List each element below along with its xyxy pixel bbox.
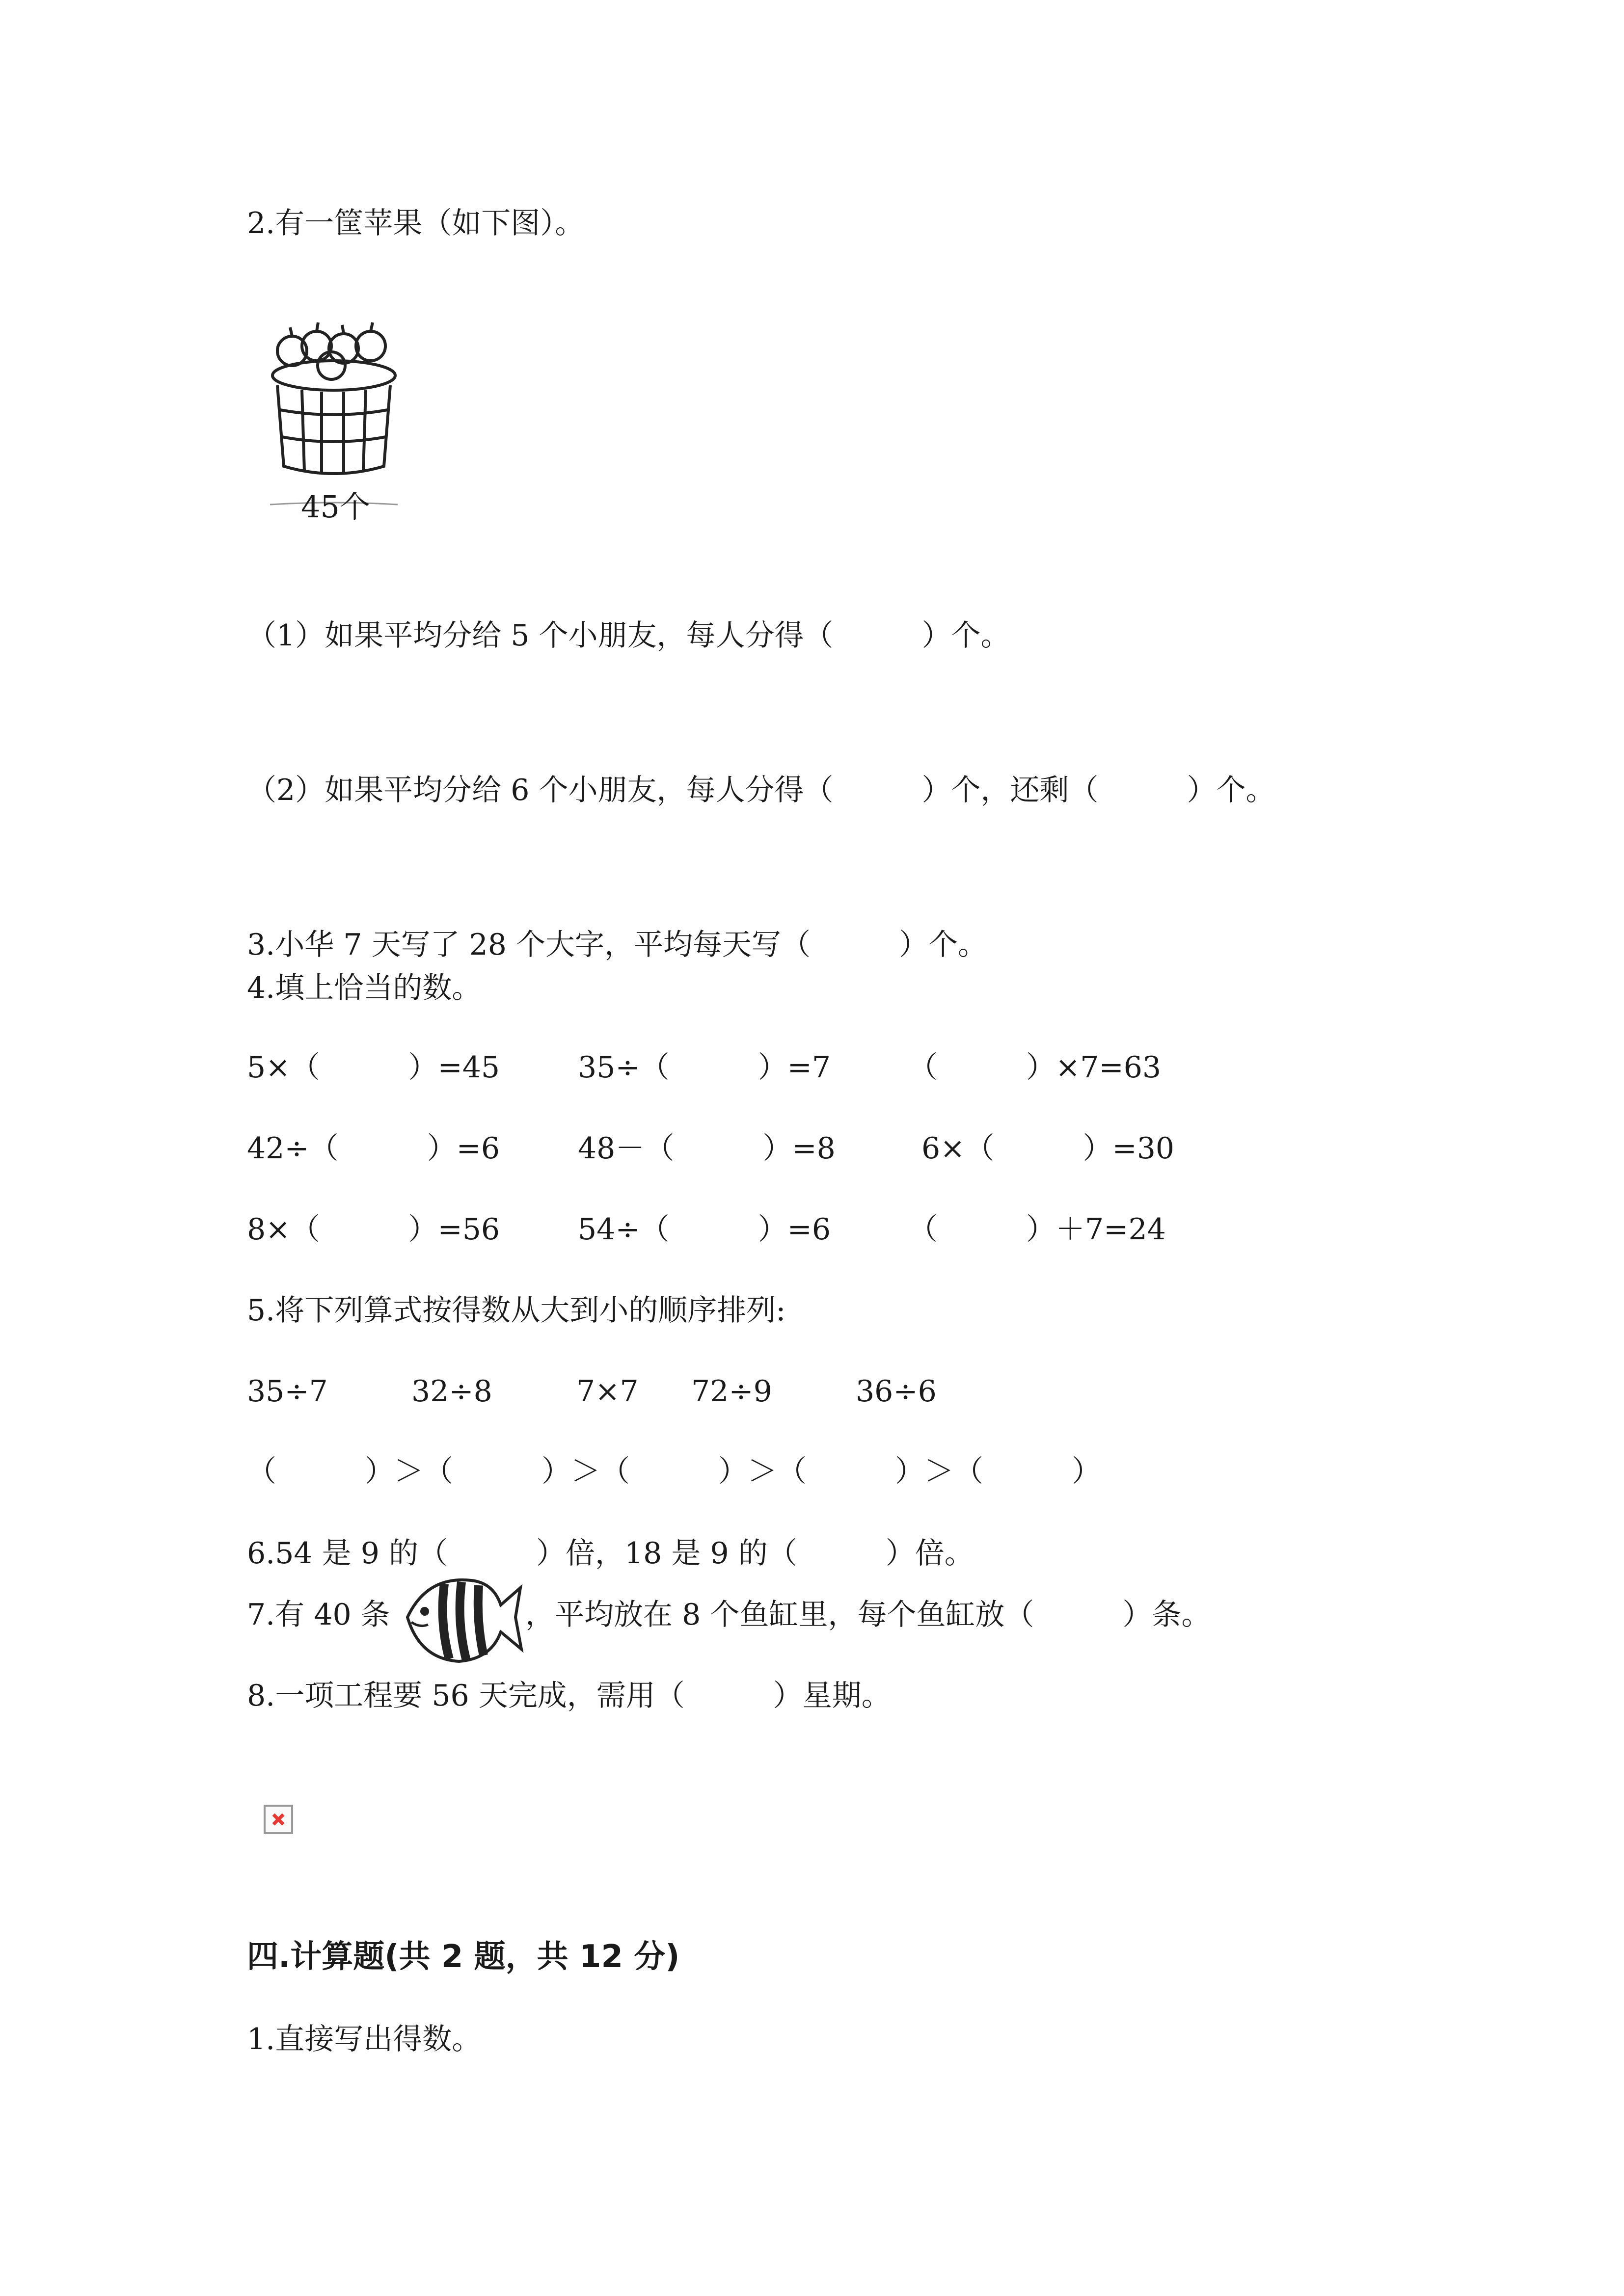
q4-r2-c3: 6×（ ）=30 <box>921 1131 1175 1166</box>
q4-r2-c2: 48－（ ）=8 <box>578 1131 836 1166</box>
section-4-heading: 四.计算题(共 2 题，共 12 分) <box>247 1939 680 1975</box>
basket-count-label: 45个 <box>301 489 370 525</box>
q2-title: 2.有一筐苹果（如下图）。 <box>247 206 585 240</box>
q7-text-after: ，平均放在 8 个鱼缸里，每个鱼缸放（ ）条。 <box>525 1598 1211 1632</box>
q5-order-blanks: （ ）＞（ ）＞（ ）＞（ ）＞（ ） <box>247 1454 1101 1489</box>
q5-expr-3: 7×7 <box>576 1374 639 1409</box>
q4-title: 4.填上恰当的数。 <box>247 971 482 1005</box>
q4-r1-c1: 5×（ ）=45 <box>247 1050 500 1085</box>
broken-image-icon <box>263 1804 294 1835</box>
q4-r3-c1: 8×（ ）=56 <box>247 1212 500 1247</box>
section-4-q1: 1.直接写出得数。 <box>247 2022 482 2056</box>
q2-sub1: （1）如果平均分给 5 个小朋友，每人分得（ ）个。 <box>247 618 1010 653</box>
q5-expr-5: 36÷6 <box>856 1374 937 1409</box>
q2-sub2: （2）如果平均分给 6 个小朋友，每人分得（ ）个，还剩（ ）个。 <box>247 773 1275 807</box>
q4-r2-c1: 42÷（ ）=6 <box>247 1131 500 1166</box>
q7-text-before: 7.有 40 条 <box>247 1598 390 1632</box>
q3-text: 3.小华 7 天写了 28 个大字，平均每天写（ ）个。 <box>247 928 988 962</box>
q5-title: 5.将下列算式按得数从大到小的顺序排列: <box>247 1293 786 1328</box>
fish-icon <box>398 1568 525 1666</box>
q8-text: 8.一项工程要 56 天完成，需用（ ）星期。 <box>247 1679 891 1713</box>
q5-expr-2: 32÷8 <box>411 1374 492 1409</box>
q4-r3-c3: （ ）＋7=24 <box>908 1212 1166 1247</box>
q4-r1-c3: （ ）×7=63 <box>908 1050 1162 1085</box>
q5-expr-1: 35÷7 <box>247 1374 328 1409</box>
q5-expr-4: 72÷9 <box>691 1374 772 1409</box>
q4-r3-c2: 54÷（ ）=6 <box>578 1212 831 1247</box>
q4-r1-c2: 35÷（ ）=7 <box>578 1050 831 1085</box>
q6-text: 6.54 是 9 的（ ）倍，18 是 9 的（ ）倍。 <box>247 1536 974 1571</box>
